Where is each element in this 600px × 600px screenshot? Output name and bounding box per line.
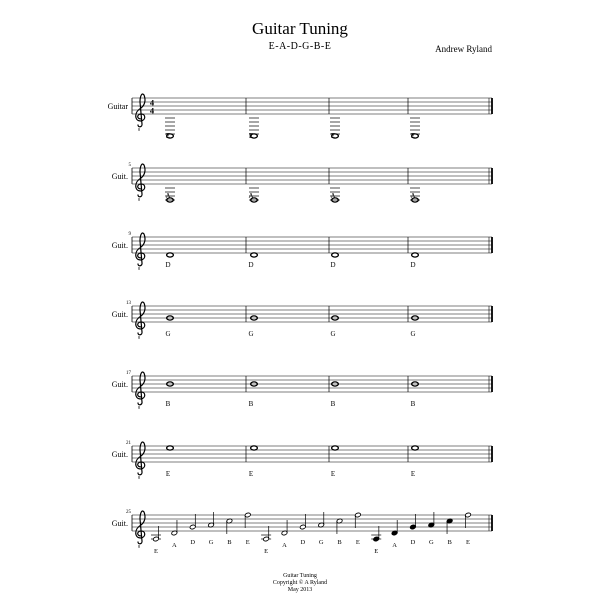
note-letter-label: D — [248, 261, 254, 269]
clef-octave-marker: 8 — [137, 127, 141, 132]
instrument-label: Guit. — [111, 450, 128, 459]
staff-system — [112, 163, 492, 202]
whole-note — [167, 446, 174, 450]
footer-copyright: Copyright © A Ryland — [272, 580, 328, 586]
instrument-label: Guitar — [107, 102, 128, 111]
note-letter-label: G — [330, 330, 336, 338]
instrument-label: Guit. — [111, 241, 128, 250]
note-letter-label: E — [264, 548, 269, 555]
note-letter-label: E — [165, 470, 171, 478]
footer-title: Guitar Tuning — [283, 573, 317, 579]
clef-octave-marker: 8 — [137, 405, 141, 410]
note-letter-label: E — [330, 470, 336, 478]
page-subtitle: E-A-D-G-B-E — [268, 41, 332, 52]
composer-name: Andrew Ryland — [435, 44, 492, 54]
whole-note — [332, 446, 339, 450]
note-letter-label: B — [330, 400, 336, 408]
note-letter-label: B — [337, 539, 342, 546]
note-letter-label: D — [410, 261, 416, 269]
whole-note — [167, 253, 174, 257]
note-letter-label: D — [330, 261, 336, 269]
staff-system — [112, 371, 492, 410]
note-letter-label: B — [248, 400, 254, 408]
note-letter-label: A — [392, 542, 397, 549]
clef-octave-marker: 8 — [137, 266, 141, 271]
note-letter-label: A — [172, 542, 177, 549]
clef-octave-marker: 8 — [137, 544, 141, 549]
note-letter-label: A — [330, 192, 336, 200]
note-letter-label: E — [154, 548, 158, 555]
note-letter-label: E — [245, 539, 250, 546]
instrument-label: Guit. — [111, 519, 128, 528]
note-letter-label: D — [190, 539, 196, 546]
treble-clef-icon — [136, 372, 145, 405]
clef-octave-marker: 8 — [137, 335, 141, 340]
bar-number: 9 — [128, 232, 131, 237]
note-letter-label: E — [248, 470, 254, 478]
note-letter-label: B — [227, 539, 232, 546]
note-letter-label: E — [374, 548, 379, 555]
note-letter-label: E — [410, 132, 416, 140]
bar-number: 25 — [126, 510, 131, 515]
page-footer — [0, 573, 600, 594]
note-letter-label: G — [410, 330, 416, 338]
staff-system — [112, 441, 492, 480]
time-signature-bottom: 4 — [149, 105, 155, 116]
note-letter-label: D — [165, 261, 171, 269]
note-letter-label: B — [447, 539, 452, 546]
note-letter-label: G — [318, 539, 324, 546]
treble-clef-icon — [136, 302, 145, 335]
instrument-label: Guit. — [111, 310, 128, 319]
instrument-label: Guit. — [111, 172, 128, 181]
footer-date: May 2013 — [287, 587, 313, 593]
whole-note — [412, 446, 419, 450]
whole-note — [251, 446, 258, 450]
bar-number: 13 — [126, 301, 131, 306]
note-letter-label: E — [410, 470, 416, 478]
treble-clef-icon — [136, 233, 145, 266]
treble-clef-icon — [136, 94, 145, 127]
staff-system — [112, 510, 492, 555]
note-letter-label: G — [248, 330, 254, 338]
treble-clef-icon — [136, 511, 145, 544]
whole-note — [412, 253, 419, 257]
note-letter-label: E — [330, 132, 336, 140]
note-letter-label: B — [165, 400, 171, 408]
note-letter-label: A — [248, 192, 254, 200]
note-letter-label: E — [466, 539, 470, 546]
note-letter-label: E — [248, 132, 254, 140]
whole-note — [332, 253, 339, 257]
note-letter-label: G — [428, 539, 434, 546]
staff-system — [112, 301, 492, 340]
instrument-label: Guit. — [111, 380, 128, 389]
staff-system — [108, 94, 492, 140]
bar-number: 21 — [126, 441, 131, 446]
whole-note — [251, 253, 258, 257]
note-letter-label: G — [208, 539, 214, 546]
staff-system — [112, 232, 492, 271]
page-title: Guitar Tuning — [252, 19, 348, 38]
note-letter-label: B — [410, 400, 416, 408]
treble-clef-icon — [136, 164, 145, 197]
note-letter-label: E — [165, 132, 171, 140]
bar-number: 5 — [128, 163, 131, 168]
treble-clef-icon — [136, 442, 145, 475]
clef-octave-marker: 8 — [137, 197, 141, 202]
note-letter-label: D — [410, 539, 416, 546]
time-signature-top: 4 — [149, 97, 155, 108]
clef-octave-marker: 8 — [137, 475, 141, 480]
note-letter-label: A — [410, 192, 416, 200]
note-letter-label: G — [165, 330, 171, 338]
note-letter-label: A — [282, 542, 287, 549]
note-letter-label: E — [355, 539, 360, 546]
bar-number: 17 — [126, 371, 131, 376]
note-letter-label: A — [165, 192, 171, 200]
note-letter-label: D — [300, 539, 306, 546]
